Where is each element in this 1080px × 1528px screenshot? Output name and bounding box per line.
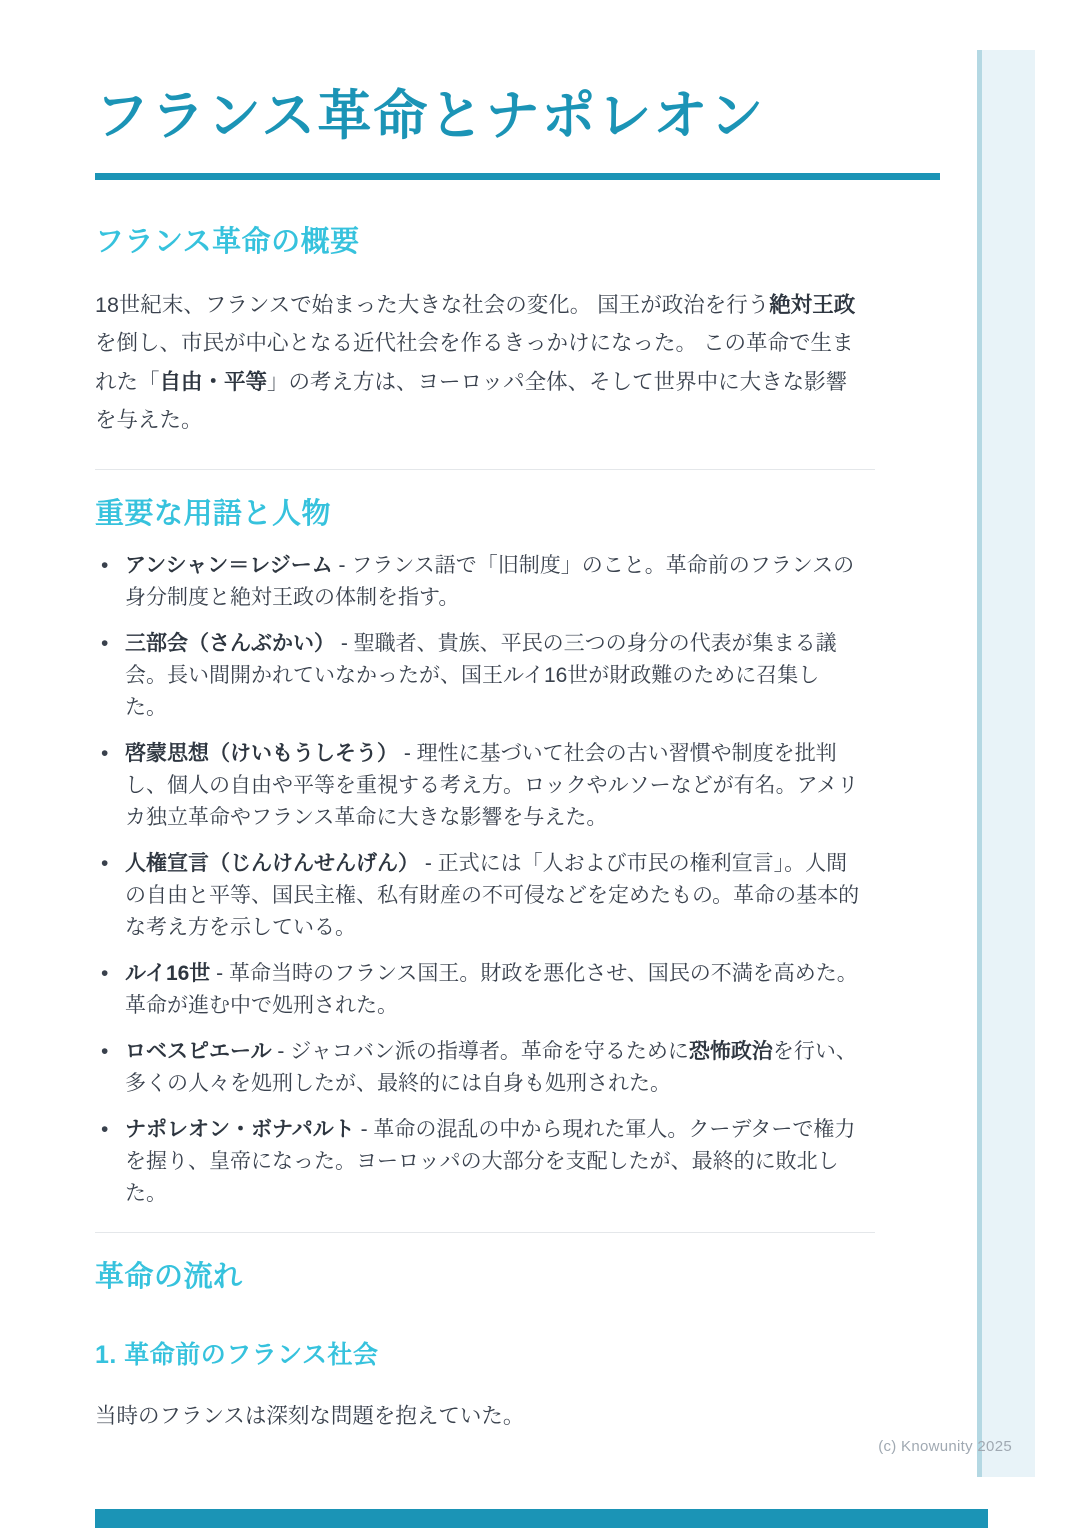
document-page [95, 0, 940, 1435]
term-item-estates-general [95, 628, 860, 724]
term-item-text: 人権宣言（じんけんせんげん） - 正式には「人および市民の権利宣言」。人間の自由と平等、国民主権、私有財産の不可侵などを定めたもの。革命の基本的な考え方を示している。 [125, 852, 860, 940]
term-item-napoleon [95, 1114, 860, 1210]
page-title: フランス革命とナポレオン [95, 86, 766, 146]
section-heading-overview: フランス革命の概要 [95, 225, 360, 258]
term-item-ancien-regime [95, 550, 860, 614]
bottom-accent-bar [95, 1509, 988, 1528]
bullet-icon: • [101, 852, 109, 876]
term-item-robespierre [95, 1036, 860, 1100]
term-item-text: ルイ16世 - 革命当時のフランス国王。財政を悪化させ、国民の不満を高めた。革命が進む中で処刑された。 [125, 962, 858, 1018]
bullet-icon: • [101, 742, 109, 766]
term-item-text: ロベスピエール - ジャコバン派の指導者。革命を守るために恐怖政治を行い、多くの人々を処刑したが、最終的には自身も処刑された。 [125, 1040, 857, 1096]
term-item-text: アンシャン＝レジーム - フランス語で「旧制度」のこと。革命前のフランスの身分制度と絶対王政の体制を指す。 [125, 554, 855, 610]
bullet-icon: • [101, 632, 109, 656]
bullet-icon: • [101, 1118, 109, 1142]
terms-list [95, 550, 940, 1210]
section-heading-flow: 革命の流れ [95, 1261, 243, 1294]
flow-paragraph: 当時のフランスは深刻な問題を抱えていた。 [95, 1403, 525, 1428]
term-item-declaration-of-rights [95, 848, 860, 944]
bullet-icon: • [101, 554, 109, 578]
subsection-heading-pre-revolution: 1. 革命前のフランス社会 [95, 1340, 379, 1369]
overview-paragraph: 18世紀末、フランスで始まった大きな社会の変化。 国王が政治を行う絶対王政を倒し、市民が中心となる近代社会を作るきっかけになった。 この革命で生まれた「自由・平等」の考え方は、ヨーロッパ全体、そして世界中に大きな影響を与えた。 [95, 293, 856, 432]
term-item-louis-xvi [95, 958, 860, 1022]
term-item-text: ナポレオン・ボナパルト - 革命の混乱の中から現れた軍人。クーデターで権力を握り、皇帝になった。ヨーロッパの大部分を支配したが、最終的に敗北した。 [125, 1118, 856, 1206]
section-divider [95, 469, 875, 470]
term-item-text: 啓蒙思想（けいもうしそう） - 理性に基づいて社会の古い習慣や制度を批判し、個人の自由や平等を重視する考え方。ロックやルソーなどが有名。アメリカ独立革命やフランス革命に大きな影響を与えた。 [125, 742, 859, 830]
term-item-enlightenment [95, 738, 860, 834]
section-heading-terms: 重要な用語と人物 [95, 498, 332, 531]
footer-credit: (c) Knowunity 2025 [878, 1438, 1012, 1455]
title-rule [95, 173, 940, 180]
bullet-icon: • [101, 962, 109, 986]
bullet-icon: • [101, 1040, 109, 1064]
section-divider [95, 1232, 875, 1233]
term-item-text: 三部会（さんぶかい） - 聖職者、貴族、平民の三つの身分の代表が集まる議会。長い間開かれていなかったが、国王ルイ16世が財政難のために召集した。 [125, 632, 837, 720]
side-highlight-bar [977, 50, 1035, 1477]
